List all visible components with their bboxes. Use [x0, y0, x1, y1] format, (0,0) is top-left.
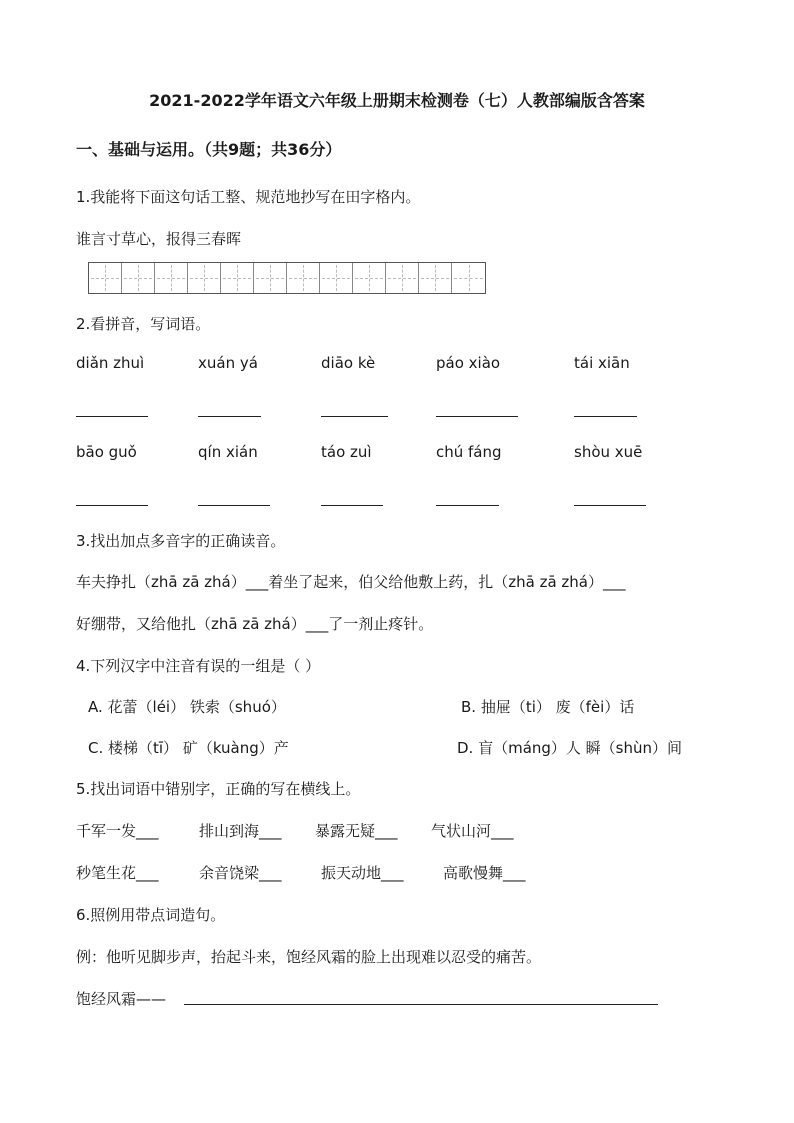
pinyin-item: diǎn zhuì	[76, 354, 145, 372]
answer-blank[interactable]	[321, 416, 388, 417]
idiom-item: 秒笔生花___	[76, 864, 159, 882]
sentence-answer-blank[interactable]	[184, 1004, 658, 1005]
idiom-item: 千军一发___	[76, 822, 159, 840]
answer-blank[interactable]	[574, 416, 637, 417]
idiom-item: 余音饶梁___	[199, 864, 282, 882]
option-a[interactable]: A. 花蕾（léi） 铁索（shuó）	[88, 698, 286, 716]
idiom-item: 暴露无疑___	[315, 822, 398, 840]
tianzige-grid[interactable]	[88, 262, 486, 294]
question-2-prompt: 2.看拼音，写词语。	[76, 315, 211, 333]
answer-blank[interactable]	[76, 505, 148, 506]
answer-blank[interactable]	[574, 505, 646, 506]
answer-blank[interactable]	[321, 505, 383, 506]
grid-cell[interactable]	[221, 263, 254, 293]
pinyin-item: tái xiān	[574, 354, 630, 372]
grid-cell[interactable]	[419, 263, 452, 293]
option-b[interactable]: B. 抽屉（ti） 废（fèi）话	[461, 698, 635, 716]
idiom-item: 高歌慢舞___	[443, 864, 526, 882]
option-d[interactable]: D. 盲（máng）人 瞬（shùn）间	[457, 739, 683, 757]
question-1-prompt: 1.我能将下面这句话工整、规范地抄写在田字格内。	[76, 188, 421, 206]
answer-blank[interactable]	[198, 505, 270, 506]
question-5-prompt: 5.找出词语中错别字，正确的写在横线上。	[76, 780, 361, 798]
grid-cell[interactable]	[287, 263, 320, 293]
answer-blank[interactable]	[436, 416, 518, 417]
question-6-word: 饱经风霜——	[76, 990, 167, 1008]
grid-cell[interactable]	[254, 263, 287, 293]
grid-cell[interactable]	[89, 263, 122, 293]
pinyin-item: shòu xuē	[574, 443, 643, 461]
pinyin-item: páo xiào	[436, 354, 501, 372]
question-1-sentence: 谁言寸草心，报得三春晖	[76, 230, 242, 248]
pinyin-item: chú fáng	[436, 443, 502, 461]
question-3-line: 好绷带，又给他扎（zhā zā zhá）___了一剂止疼针。	[76, 615, 434, 633]
pinyin-item: diāo kè	[321, 354, 376, 372]
question-3-prompt: 3.找出加点多音字的正确读音。	[76, 532, 286, 550]
grid-cell[interactable]	[122, 263, 155, 293]
grid-cell[interactable]	[353, 263, 386, 293]
grid-cell[interactable]	[452, 263, 485, 293]
answer-blank[interactable]	[198, 416, 261, 417]
question-4-prompt: 4.下列汉字中注音有误的一组是（ ）	[76, 657, 321, 675]
pinyin-item: qín xián	[198, 443, 258, 461]
pinyin-item: xuán yá	[198, 354, 258, 372]
question-6-example: 例：他听见脚步声，抬起斗来，饱经风霜的脸上出现难以忍受的痛苦。	[76, 948, 542, 966]
idiom-item: 振天动地___	[321, 864, 404, 882]
answer-blank[interactable]	[76, 416, 148, 417]
idiom-item: 气状山河___	[431, 822, 514, 840]
question-3-line: 车夫挣扎（zhā zā zhá）___着坐了起来，伯父给他敷上药，扎（zhā zā zhá）___	[76, 573, 626, 591]
grid-cell[interactable]	[320, 263, 353, 293]
section-heading: 一、基础与运用。（共9题；共36分）	[76, 140, 342, 159]
answer-blank[interactable]	[436, 505, 499, 506]
option-c[interactable]: C. 楼梯（tī） 矿（kuàng）产	[88, 739, 289, 757]
grid-cell[interactable]	[386, 263, 419, 293]
question-6-prompt: 6.照例用带点词造句。	[76, 906, 226, 924]
pinyin-item: táo zuì	[321, 443, 372, 461]
grid-cell[interactable]	[188, 263, 221, 293]
idiom-item: 排山到海___	[199, 822, 282, 840]
pinyin-item: bāo guǒ	[76, 443, 137, 461]
document-title: 2021-2022学年语文六年级上册期末检测卷（七）人教部编版含答案	[149, 91, 645, 110]
grid-cell[interactable]	[155, 263, 188, 293]
